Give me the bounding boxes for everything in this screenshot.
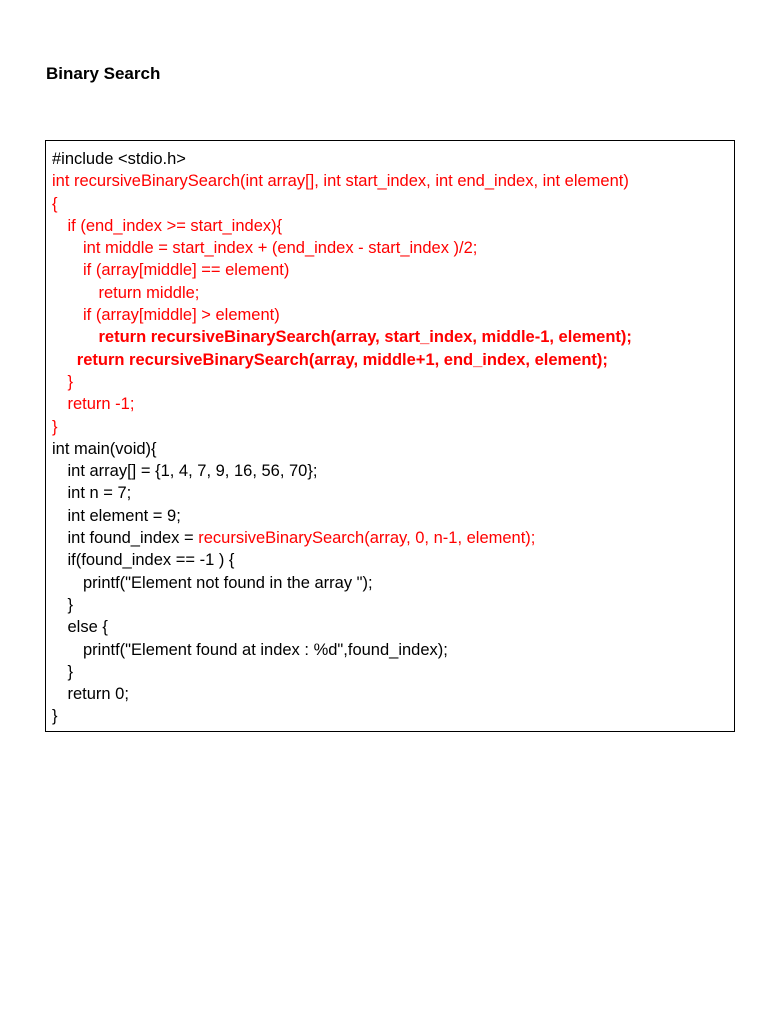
code-text: else { — [67, 618, 108, 637]
code-line — [52, 371, 734, 393]
code-line — [52, 572, 734, 594]
code-line — [52, 705, 734, 727]
code-block — [45, 140, 735, 732]
code-line — [52, 393, 734, 415]
code-line — [52, 527, 734, 549]
code-line — [52, 683, 734, 705]
code-text: } — [52, 417, 58, 436]
code-line — [52, 259, 734, 281]
code-text: int recursiveBinarySearch(int array[], int start_index, int end_index, int element) — [52, 172, 629, 191]
code-line — [52, 193, 734, 215]
code-line — [52, 594, 734, 616]
code-line — [52, 349, 734, 371]
code-line — [52, 639, 734, 661]
code-line — [52, 282, 734, 304]
code-text: } — [67, 595, 74, 614]
code-text: if(found_index == -1 ) { — [67, 551, 235, 570]
code-text: int found_index = — [67, 529, 199, 548]
code-text: return recursiveBinarySearch(array, middle+1, end_index, element); — [76, 350, 608, 369]
code-text: int middle = start_index + (end_index - start_index )/2; — [83, 239, 478, 258]
code-text: if (end_index >= start_index){ — [67, 216, 283, 235]
code-text: printf("Element found at index : %d",found_index); — [83, 640, 448, 659]
code-text: } — [67, 372, 74, 391]
code-line — [52, 505, 734, 527]
code-text: int element = 9; — [67, 506, 181, 525]
code-text: return 0; — [67, 685, 129, 704]
code-line — [52, 438, 734, 460]
code-text: return recursiveBinarySearch(array, start_index, middle-1, element); — [98, 328, 632, 347]
code-line — [52, 616, 734, 638]
code-line — [52, 304, 734, 326]
code-line — [52, 661, 734, 683]
code-line — [52, 148, 734, 170]
code-line — [52, 549, 734, 571]
code-text: printf("Element not found in the array "); — [83, 573, 373, 592]
code-text: } — [67, 662, 74, 681]
code-line — [52, 170, 734, 192]
page-title: Binary Search — [46, 64, 161, 83]
code-text: } — [52, 707, 58, 726]
code-line — [52, 326, 734, 348]
code-text: if (array[middle] == element) — [83, 261, 290, 280]
code-text-highlight: recursiveBinarySearch(array, 0, n-1, element); — [198, 529, 536, 548]
code-text: #include <stdio.h> — [52, 150, 186, 168]
code-text: return -1; — [67, 395, 135, 414]
code-line — [52, 237, 734, 259]
code-line — [52, 416, 734, 438]
code-line — [52, 215, 734, 237]
code-text: return middle; — [98, 283, 200, 302]
code-text: int array[] = {1, 4, 7, 9, 16, 56, 70}; — [67, 462, 318, 481]
code-text: int n = 7; — [67, 484, 132, 503]
code-line — [52, 460, 734, 482]
code-text: if (array[middle] > element) — [83, 306, 280, 325]
code-text: int main(void){ — [52, 439, 157, 458]
code-line — [52, 482, 734, 504]
code-text: { — [52, 194, 58, 213]
